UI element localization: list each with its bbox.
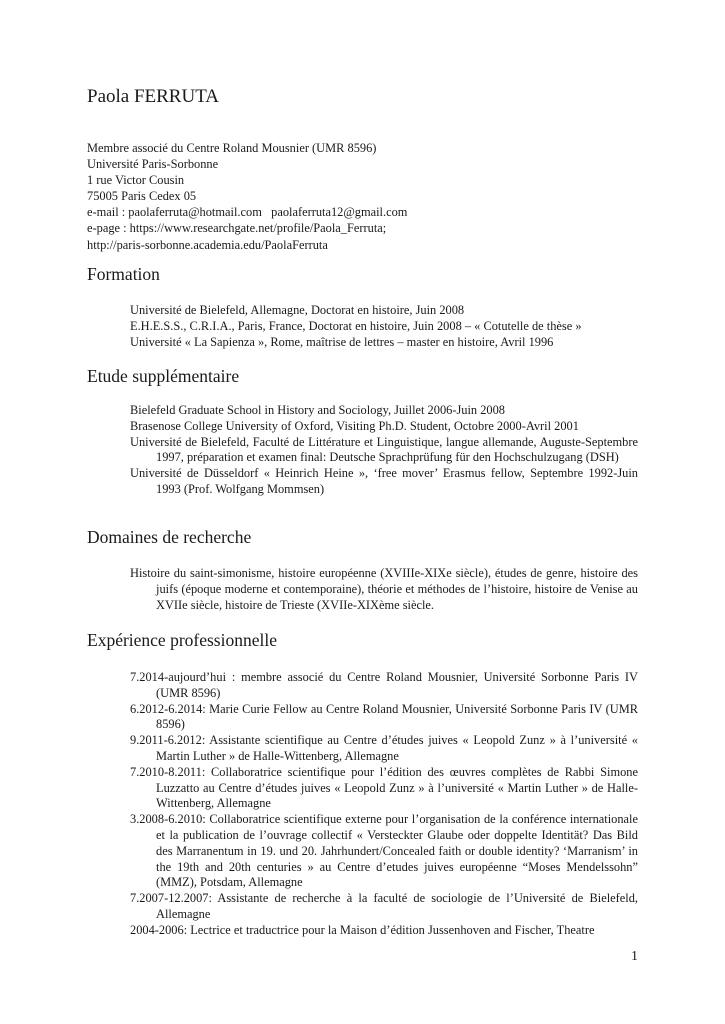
researchgate-link[interactable]: e-page : https://www.researchgate.net/profile/Paola_Ferruta; <box>87 221 387 236</box>
formation-item: E.H.E.S.S., C.R.I.A., Paris, France, Doctorat en histoire, Juin 2008 – « Cotutelle de thèse » <box>130 318 582 333</box>
experience-item: 7.2014-aujourd’hui : membre associé du Centre Roland Mousnier, Université Sorbonne Paris IV (UMR 8596) <box>130 670 638 700</box>
affiliation-line: Membre associé du Centre Roland Mousnier (UMR 8596) <box>87 141 377 155</box>
street-line: 1 rue Victor Cousin <box>87 173 185 188</box>
experience-list <box>130 670 638 939</box>
section-title-etude: Etude supplémentaire <box>87 366 240 386</box>
section-title-experience: Expérience professionnelle <box>87 630 277 650</box>
domaines-item: Histoire du saint-simonisme, histoire européenne (XVIIIe-XIXe siècle), études de genre, histoire des juifs (époque moderne et contemporaine), théorie et méthodes de l’histoire, histoire de Venise au XVIIe siècle, histoire de Trieste (XVIIe-XIXème siècle. <box>130 566 638 612</box>
etude-item: Université de Bielefeld, Faculté de Littérature et Linguistique, langue allemande, Auguste-Septembre 1997, préparation et examen final: Deutsche Sprachprüfung für den Hochschulzugang (DSH) <box>130 434 638 465</box>
section-title-domaines: Domaines de recherche <box>87 527 252 547</box>
university-line: Université Paris-Sorbonne <box>87 157 219 172</box>
experience-item: 6.2012-6.2014: Marie Curie Fellow au Centre Roland Mousnier, Université Sorbonne Paris IV (UMR 8596) <box>130 701 638 732</box>
experience-item: 3.2008-6.2010: Collaboratrice scientifique externe pour l’organisation de la conférence internationale et la publication de l’ouvrage collectif « Versteckter Glaube oder doppelte Identität? Das Bild des Marranentum in 19. und 20. Jahrhundert/Concealed faith or double identity? ‘Marranism’ in the 19th and 20th centuries » au Centre d’etudes juives européenne “Moses Mendelssohn” (MMZ), Potsdam, Allemagne <box>130 812 638 890</box>
experience-item: 2004-2006: Lectrice et traductrice pour la Maison d’édition Jussenhoven and Fischer, Theatre <box>130 922 595 937</box>
experience-item: 9.2011-6.2012: Assistante scientifique au Centre d’études juives « Leopold Zunz » à l’université « Martin Luther » de Halle-Wittenberg, Allemagne <box>130 733 638 763</box>
email-line: e-mail : paolaferruta@hotmail.com paolaferruta12@gmail.com <box>87 205 408 220</box>
etude-list <box>130 403 638 498</box>
domaines-list <box>130 566 638 613</box>
cv-name: Paola FERRUTA <box>87 86 220 107</box>
city-line: 75005 Paris Cedex 05 <box>87 189 197 204</box>
academia-link[interactable]: http://paris-sorbonne.academia.edu/PaolaFerruta <box>87 237 328 252</box>
etude-item: Brasenose College University of Oxford, Visiting Ph.D. Student, Octobre 2000-Avril 2001 <box>130 418 579 433</box>
page-number: 1 <box>631 949 638 964</box>
etude-item: Bielefeld Graduate School in History and Sociology, Juillet 2006-Juin 2008 <box>130 403 505 417</box>
experience-item: 7.2007-12.2007: Assistante de recherche à la faculté de sociologie de l’Université de Bielefeld, Allemagne <box>130 891 638 921</box>
experience-item: 7.2010-8.2011: Collaboratrice scientifique pour l’édition des œuvres complètes de Rabbi Simone Luzzatto au Centre d’études juives « Leopold Zunz » à l’université « Martin Luther » de Halle-Wittenberg, Allemagne <box>130 764 638 811</box>
formation-item: Université de Bielefeld, Allemagne, Doctorat en histoire, Juin 2008 <box>130 303 465 317</box>
formation-item: Université « La Sapienza », Rome, maîtrise de lettres – master en histoire, Avril 1996 <box>130 334 554 349</box>
etude-item: Université de Düsseldorf « Heinrich Heine », ‘free mover’ Erasmus fellow, Septembre 1992-Juin 1993 (Prof. Wolfgang Mommsen) <box>130 466 638 496</box>
section-title-formation: Formation <box>87 264 160 284</box>
formation-list <box>130 303 638 350</box>
contact-block <box>87 140 407 253</box>
